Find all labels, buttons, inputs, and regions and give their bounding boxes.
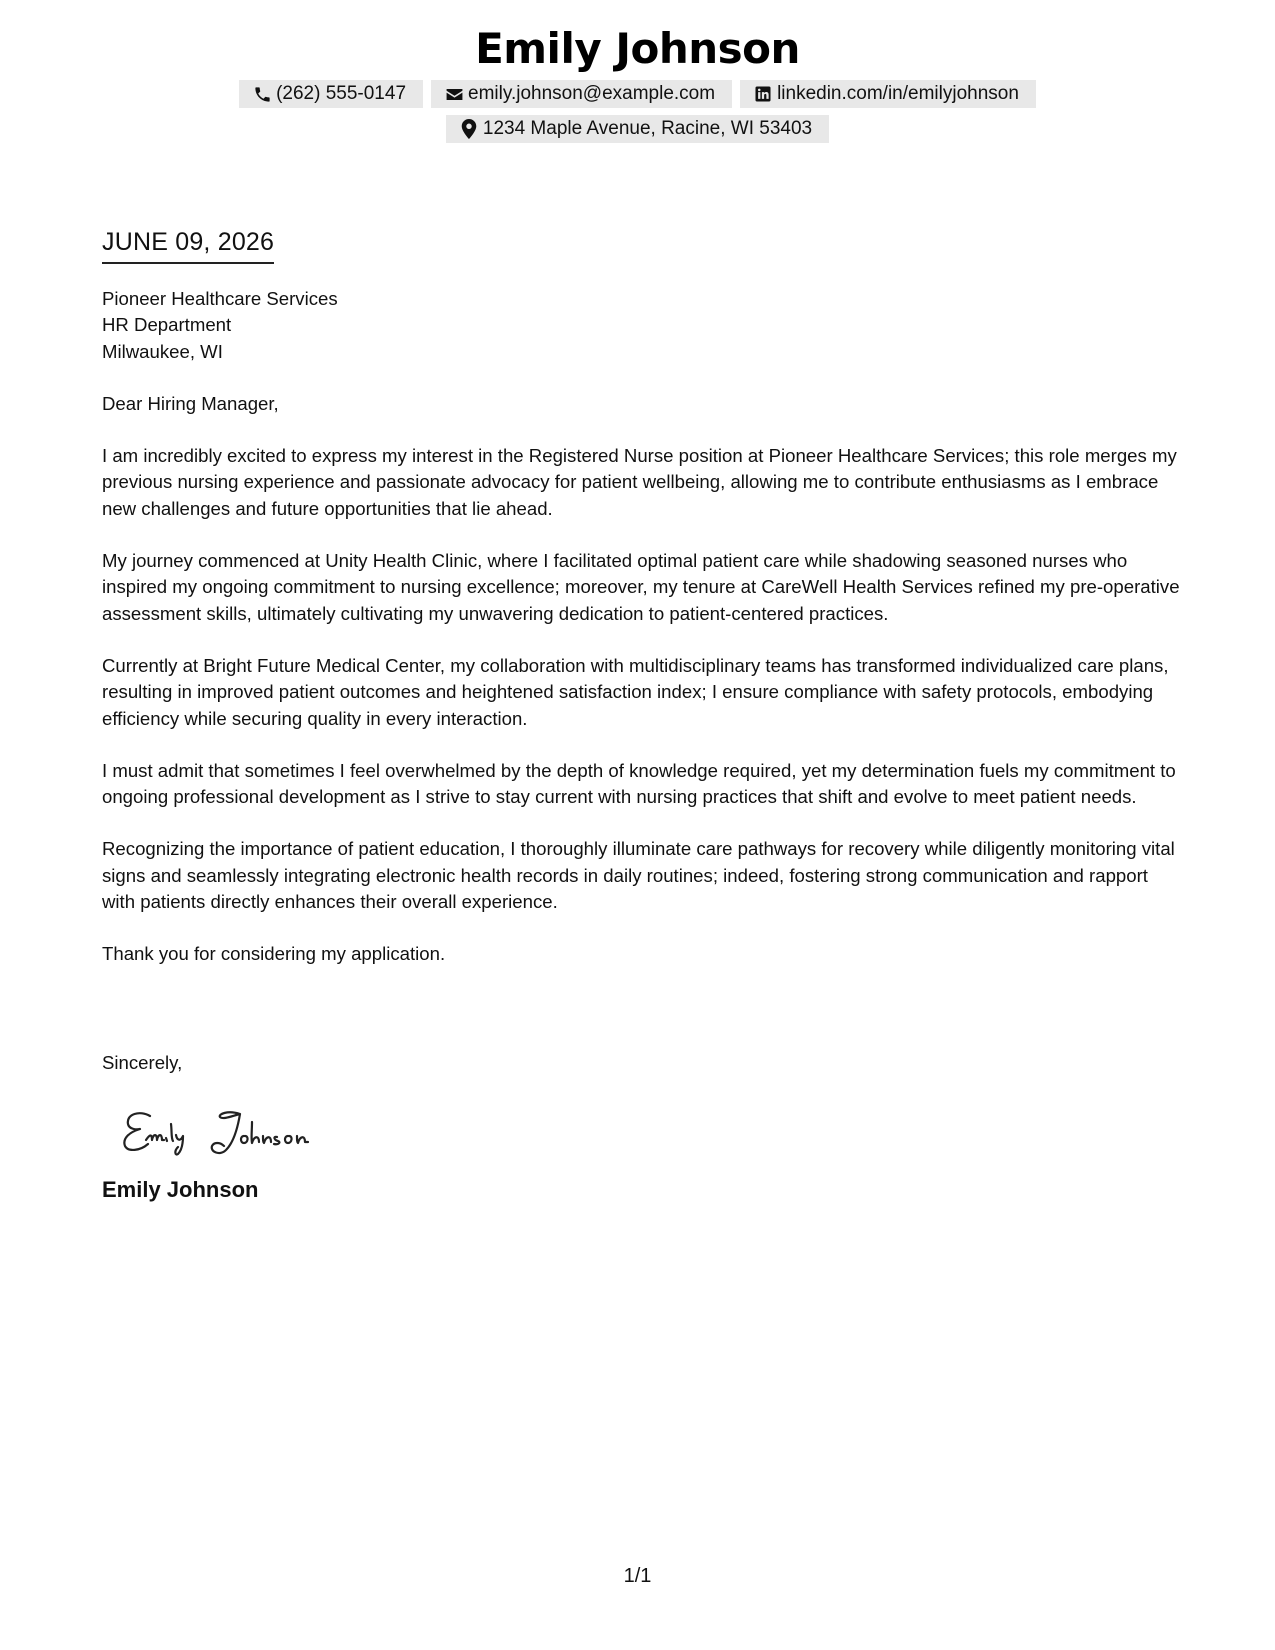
paragraph-development: I must admit that sometimes I feel overwhelmed by the depth of knowledge required, yet my determination fuels my commitment to ongoing professional development as I strive to stay current with nursing practices that shift and evolve to meet patient needs. — [102, 759, 1176, 808]
envelope-icon — [444, 84, 464, 104]
letter-header — [0, 22, 1275, 143]
linkedin-icon — [753, 84, 773, 104]
letter-date: JUNE 09, 2026 — [102, 228, 274, 264]
paragraph-patient-education: Recognizing the importance of patient education, I thoroughly illuminate care pathways for recovery while diligently monitoring vital signs and seamlessly integrating electronic health records in daily routines; indeed, fostering strong communication and rapport with patients directly enhances their overall experience. — [102, 838, 1175, 913]
closing: Sincerely, — [102, 1052, 183, 1073]
recipient-company: Pioneer Healthcare Services — [102, 288, 338, 309]
contact-row-secondary — [0, 115, 1275, 143]
paragraph-thanks: Thank you for considering my application. — [102, 943, 446, 965]
paragraph-intro: I am incredibly excited to express my interest in the Registered Nurse position at Pioneer Healthcare Services; this role merges my previous nursing experience and passionate advocacy for patient wellbeing, allowing me to contribute enthusiasms as I embrace new challenges and future opportunities that lie ahead. — [102, 445, 1177, 519]
contact-row-primary — [0, 80, 1275, 108]
paragraph-journey: My journey commenced at Unity Health Clinic, where I facilitated optimal patient care while shadowing seasoned nurses who inspired my ongoing commitment to nursing excellence; moreover, my tenure at CareWell Health Services refined my pre-operative assessment skills, ultimately cultivating my unwavering dedication to patient-centered practices. — [102, 550, 1180, 624]
email-text: emily.johnson@example.com — [468, 83, 716, 104]
handwritten-signature — [120, 1102, 350, 1163]
address-chip — [446, 115, 829, 143]
phone-text: (262) 555-0147 — [276, 83, 407, 104]
paragraph-current-role: Currently at Bright Future Medical Center, my collaboration with multidisciplinary teams has transformed individualized care plans, resulting in improved patient outcomes and heightened satisfaction index; I ensure compliance with safety protocols, embodying efficiency while securing quality in every interaction. — [102, 654, 1169, 729]
recipient-department: HR Department — [102, 314, 232, 336]
recipient-address — [102, 286, 1182, 365]
phone-icon — [252, 84, 272, 104]
page-number: 1/1 — [623, 1565, 652, 1587]
signature-section — [102, 1052, 350, 1203]
phone-chip — [239, 80, 423, 108]
address-text: 1234 Maple Avenue, Racine, WI 53403 — [482, 118, 813, 139]
applicant-name: Emily Johnson — [475, 24, 800, 73]
signer-name: Emily Johnson — [102, 1177, 259, 1202]
linkedin-chip — [740, 80, 1036, 108]
letter-date-block — [102, 228, 274, 264]
email-chip — [431, 80, 732, 108]
salutation: Dear Hiring Manager, — [102, 392, 279, 414]
recipient-location: Milwaukee, WI — [102, 340, 223, 362]
linkedin-text: linkedin.com/in/emilyjohnson — [777, 83, 1019, 104]
map-pin-icon — [459, 119, 479, 139]
letter-body — [102, 286, 1182, 968]
